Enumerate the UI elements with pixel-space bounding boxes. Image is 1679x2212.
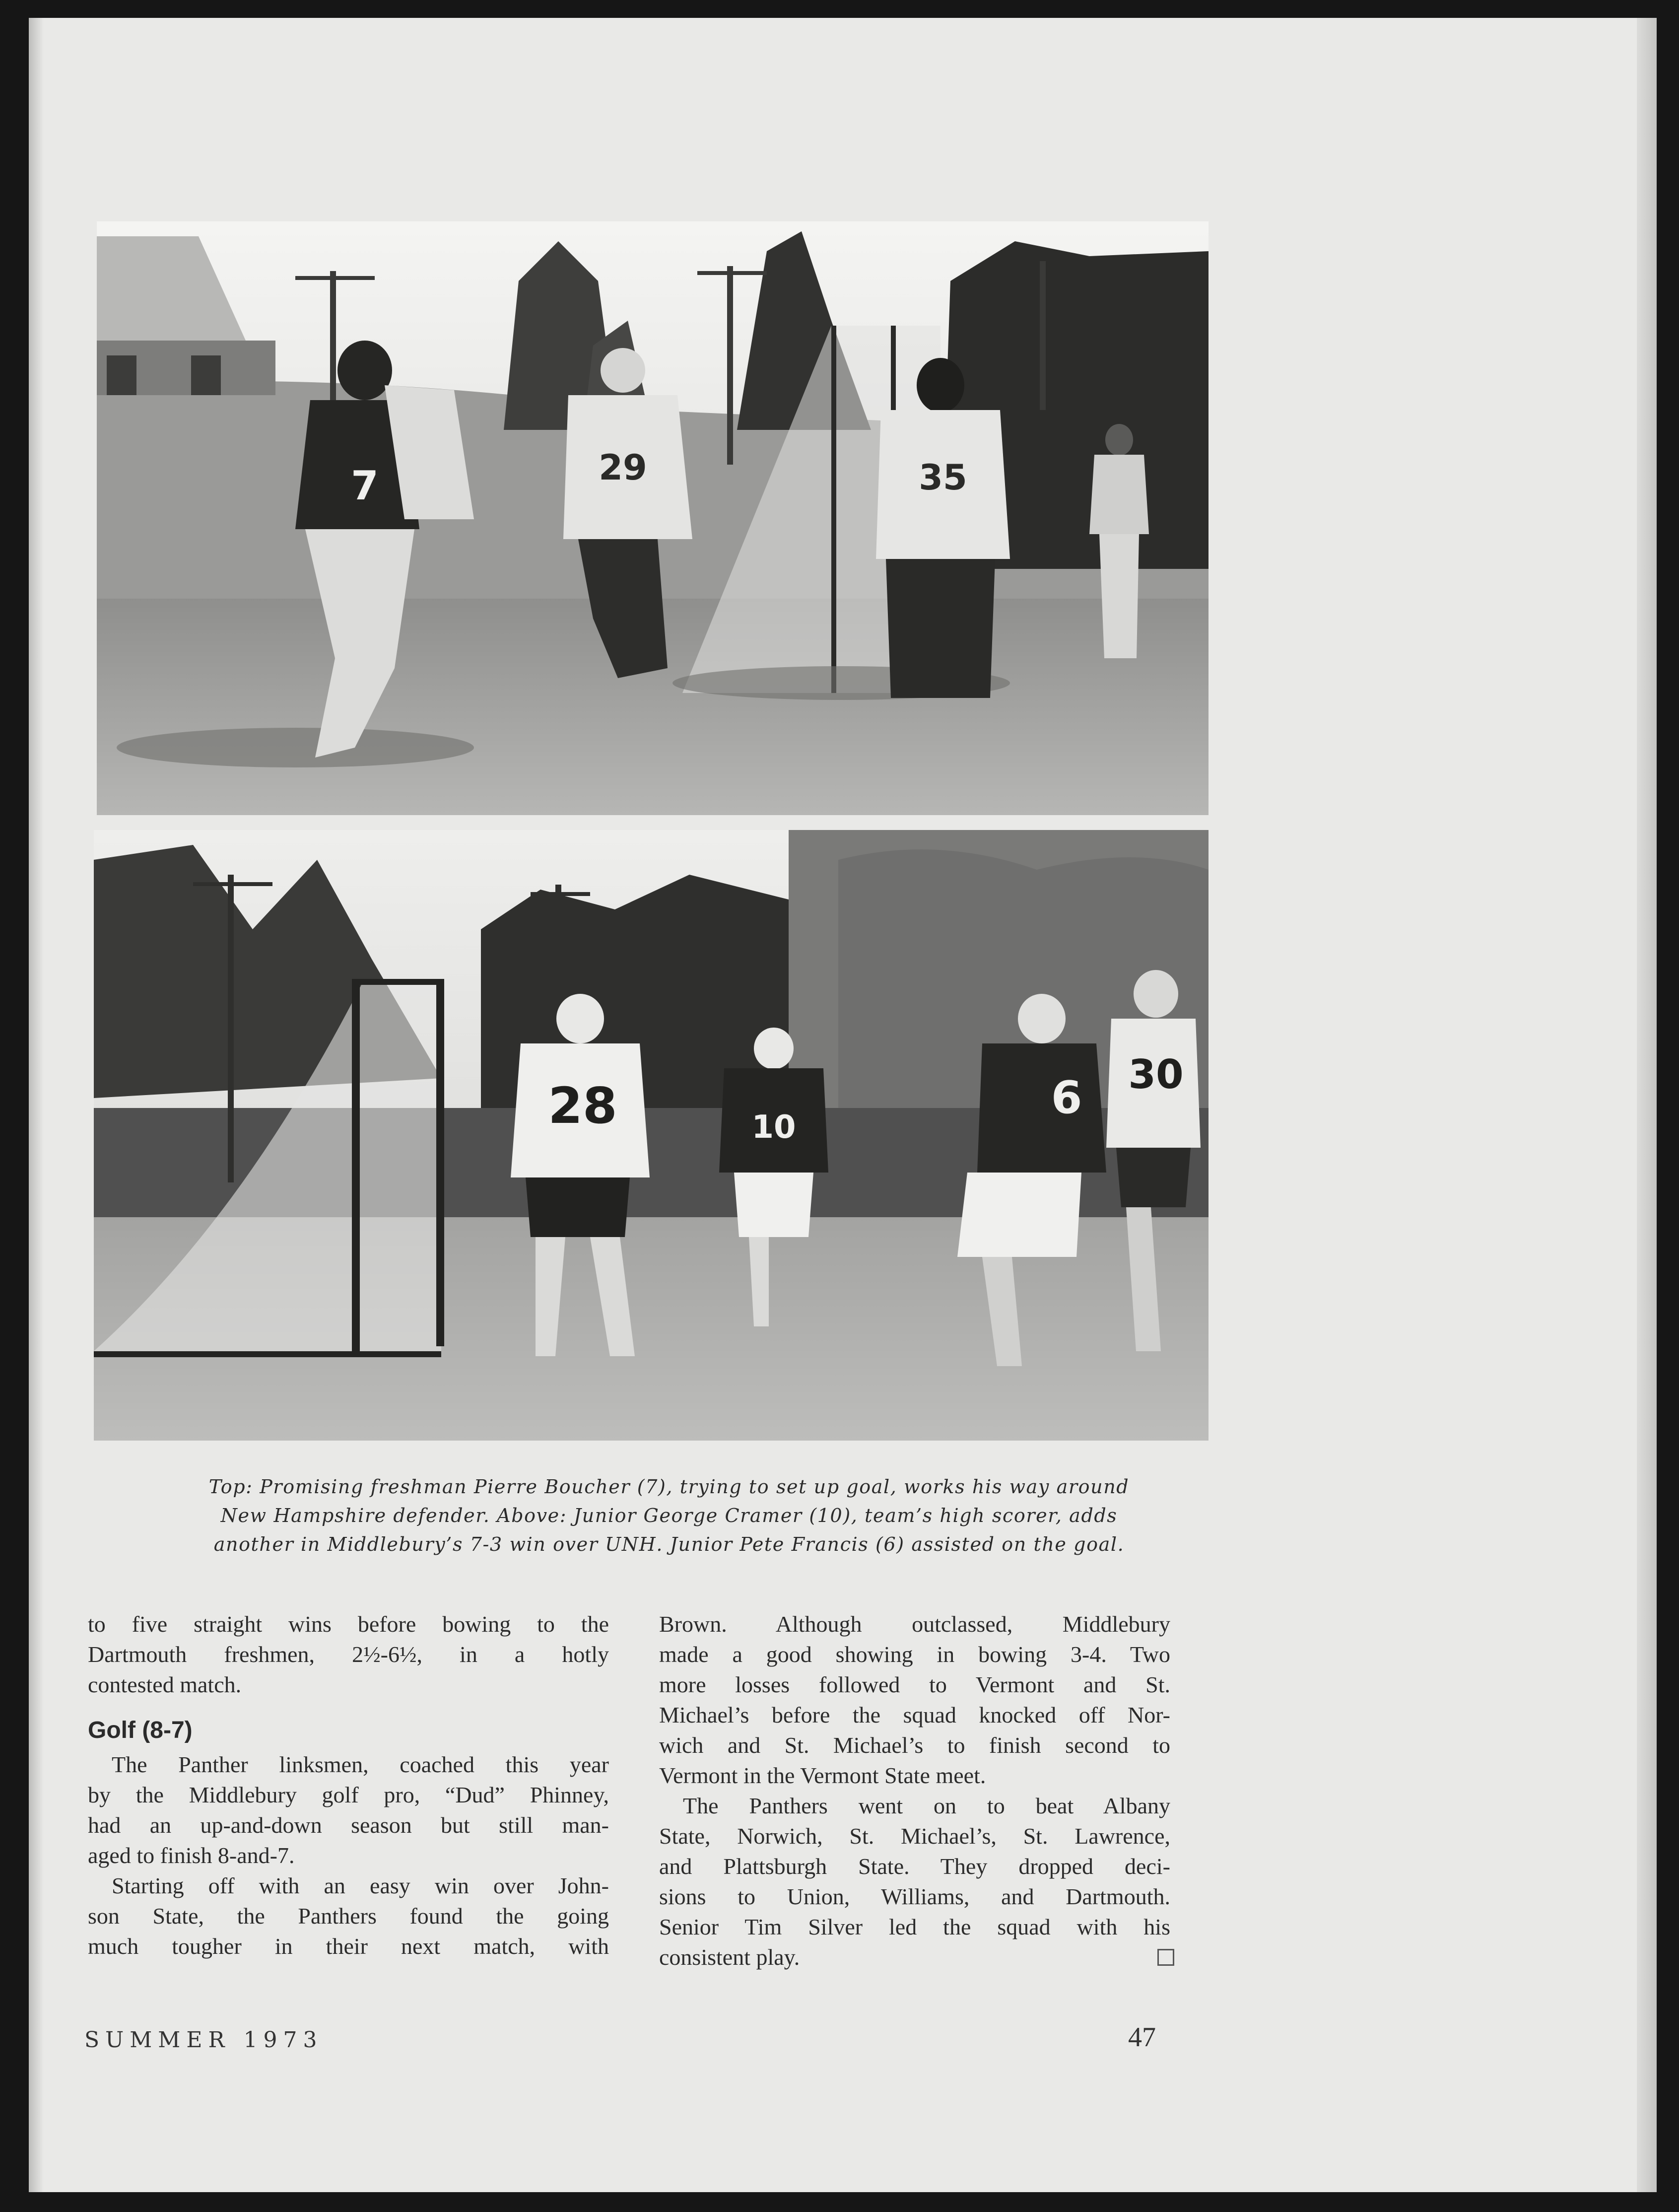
bottom-lacrosse-photo xyxy=(94,830,1209,1441)
body-line: to five straight wins before bowing to the xyxy=(88,1611,609,1637)
right-text-column xyxy=(659,1609,1170,1972)
body-line: Michael’s before the squad knocked off Nor- xyxy=(659,1702,1170,1728)
jersey-number-29: 29 xyxy=(599,447,647,488)
body-line: more losses followed to Vermont and St. xyxy=(659,1672,1170,1697)
body-line-text: consistent play. xyxy=(659,1944,800,1970)
body-line: wich and St. Michael’s to finish second to xyxy=(659,1732,1170,1758)
body-line: aged to finish 8-and-7. xyxy=(88,1843,295,1868)
jersey-number-30: 30 xyxy=(1128,1051,1184,1098)
body-line: The Panther linksmen, coached this year xyxy=(112,1752,609,1777)
body-line: contested match. xyxy=(88,1672,242,1697)
magazine-page xyxy=(29,18,1657,2192)
body-line: Senior Tim Silver led the squad with his xyxy=(659,1914,1170,1939)
body-line: son State, the Panthers found the going xyxy=(88,1903,609,1929)
caption-line-3: another in Middlebury’s 7-3 win over UNH. Junior Pete Francis (6) assisted on the goal. xyxy=(213,1533,1125,1555)
caption-line-2: New Hampshire defender. Above: Junior George Cramer (10), team’s high scorer, adds xyxy=(220,1505,1118,1526)
body-line: The Panthers went on to beat Albany xyxy=(683,1793,1170,1818)
caption-line-1: Top: Promising freshman Pierre Boucher (7), trying to set up goal, works his way around xyxy=(208,1476,1130,1498)
spine-shadow xyxy=(29,18,44,2192)
jersey-number-7: 7 xyxy=(351,463,379,509)
issue-label: SUMMER 1973 xyxy=(84,2027,323,2053)
body-line: Dartmouth freshmen, 2½-6½, in a hotly xyxy=(88,1642,609,1667)
page-edge xyxy=(1637,18,1657,2192)
body-line: and Plattsburgh State. They dropped deci- xyxy=(659,1854,1170,1879)
jersey-number-28: 28 xyxy=(548,1077,617,1135)
body-line: sions to Union, Williams, and Dartmouth. xyxy=(659,1884,1170,1909)
body-line xyxy=(659,1942,1170,1972)
body-line: made a good showing in bowing 3-4. Two xyxy=(659,1642,1170,1667)
body-line: Brown. Although outclassed, Middlebury xyxy=(659,1611,1170,1637)
left-text-column xyxy=(88,1609,609,1961)
page-number: 47 xyxy=(1128,2022,1156,2053)
jersey-number-6: 6 xyxy=(1051,1072,1082,1124)
photo-caption xyxy=(148,1472,1190,1559)
jersey-number-35: 35 xyxy=(919,457,967,498)
top-lacrosse-photo xyxy=(97,221,1209,815)
body-line: much tougher in their next match, with xyxy=(88,1934,609,1959)
section-heading-golf: Golf (8-7) xyxy=(88,1717,193,1743)
body-line: Starting off with an easy win over John- xyxy=(112,1873,609,1898)
jersey-number-10: 10 xyxy=(751,1109,796,1146)
body-line: State, Norwich, St. Michael’s, St. Lawrence, xyxy=(659,1823,1170,1849)
end-of-article-mark-icon xyxy=(1157,1949,1174,1966)
body-line: by the Middlebury golf pro, “Dud” Phinney, xyxy=(88,1782,609,1807)
body-line: Vermont in the Vermont State meet. xyxy=(659,1763,986,1788)
body-line: had an up-and-down season but still man- xyxy=(88,1812,609,1838)
